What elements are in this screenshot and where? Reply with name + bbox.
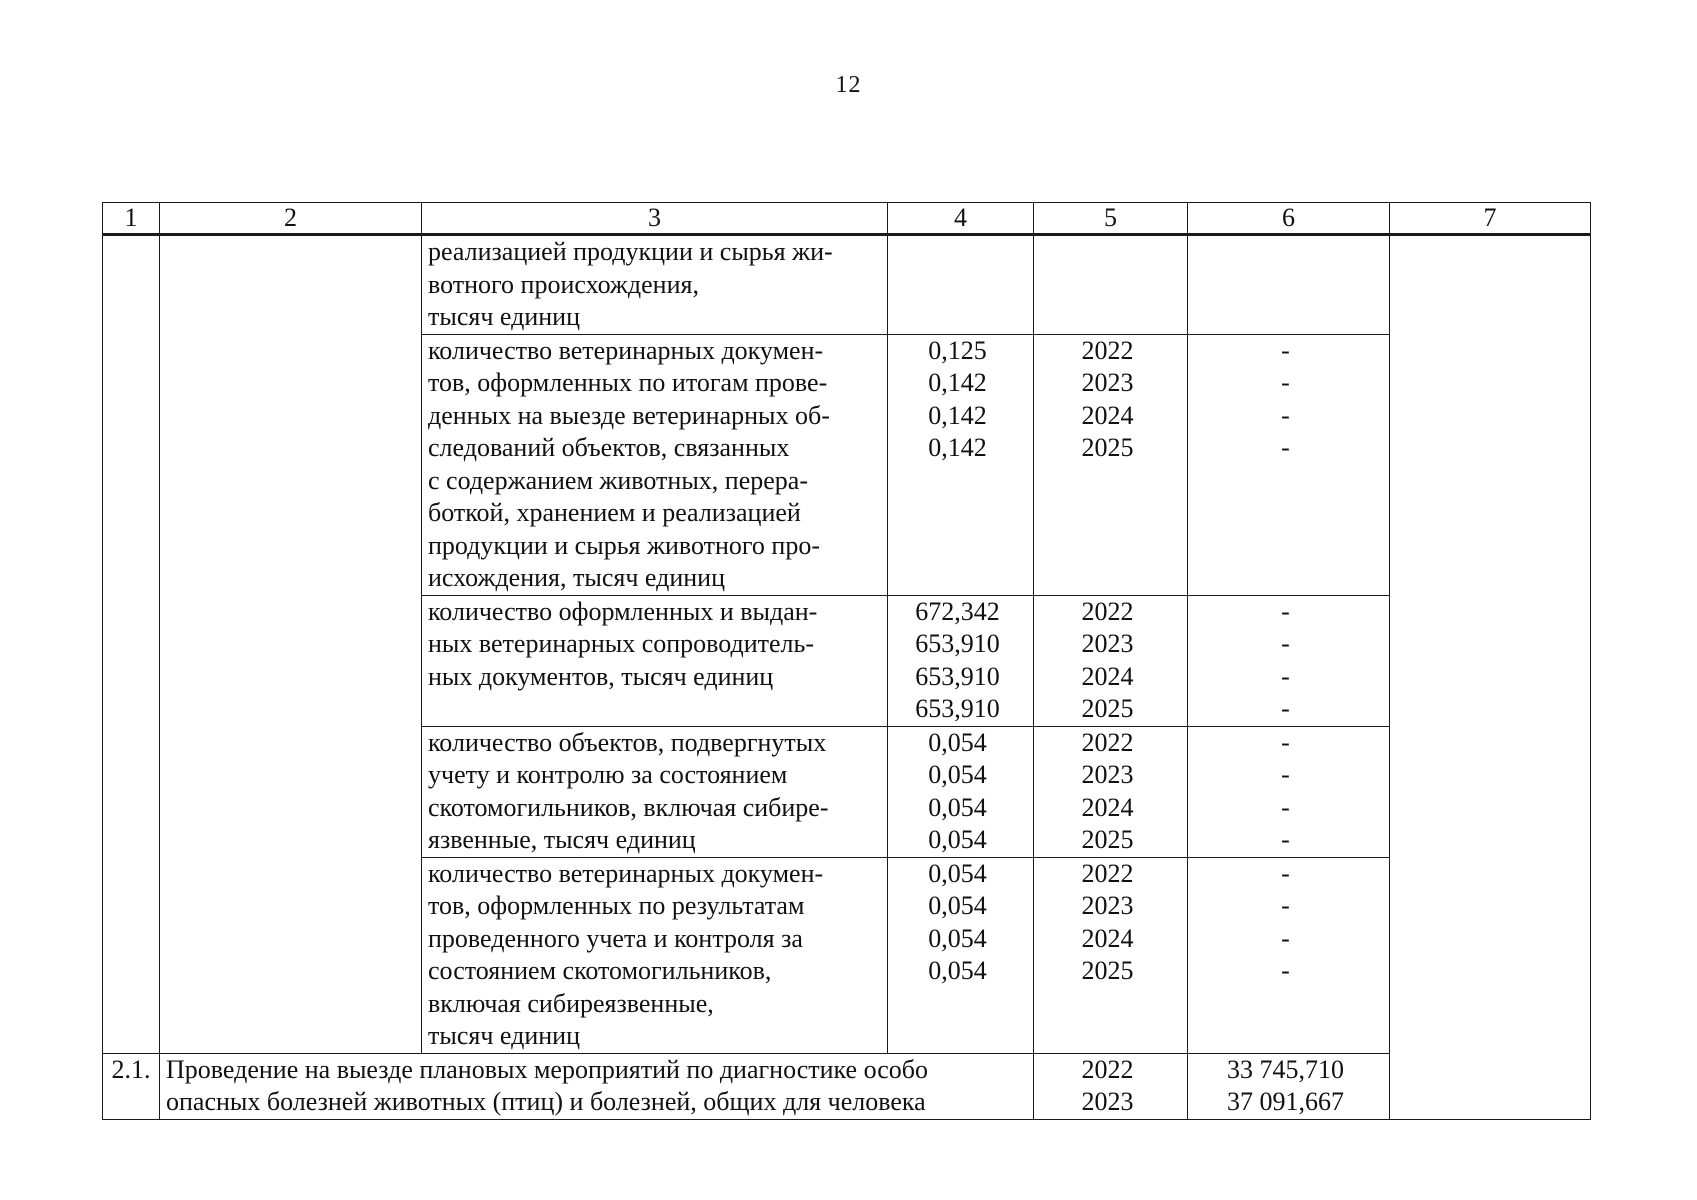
- year-value: 2025: [1081, 694, 1134, 723]
- activity-line: опасных болезней животных (птиц) и болезней, общих для человека: [166, 1087, 926, 1116]
- header-cell: 6: [1188, 203, 1390, 235]
- year-value: 2022: [1081, 596, 1134, 626]
- indicator-value: 0,125: [928, 335, 987, 365]
- header-cell: 7: [1390, 203, 1591, 235]
- amount-value: -: [1281, 727, 1290, 757]
- amount-value: -: [1281, 956, 1290, 985]
- indicator-value: 653,910: [915, 661, 1000, 691]
- header-cell: 2: [160, 203, 422, 235]
- amounts-cell: [1188, 857, 1390, 1053]
- table-row: [103, 235, 1591, 335]
- indicator-value: 0,054: [928, 956, 987, 985]
- indicator-line: количество оформленных и выдан-: [428, 596, 818, 626]
- indicator-value: 653,910: [915, 694, 1000, 723]
- years-cell: [1034, 595, 1188, 726]
- indicator-values: [888, 334, 1034, 595]
- indicator-line: реализацией продукции и сырья жи-: [428, 237, 833, 266]
- indicator-line: тысяч единиц: [428, 302, 580, 331]
- data-table: [102, 202, 1591, 1120]
- indicator-line: ных документов, тысяч единиц: [428, 661, 774, 691]
- indicator-value: 672,342: [915, 596, 1000, 626]
- indicator-line: язвенные, тысяч единиц: [428, 825, 696, 854]
- indicator-line: [428, 693, 883, 726]
- indicator-line: исхождения, тысяч единиц: [428, 563, 725, 592]
- indicator-line: количество ветеринарных докумен-: [428, 335, 824, 365]
- amount-value: 33 745,710: [1227, 1054, 1344, 1084]
- amounts-cell: [1188, 235, 1390, 335]
- amount-value: 37 091,667: [1227, 1087, 1344, 1116]
- table-row-2-1: [103, 1053, 1591, 1119]
- indicator-value: 0,054: [928, 760, 987, 789]
- col2-cell: [160, 235, 422, 1054]
- indicator-line: количество объектов, подвергнутых: [428, 727, 827, 757]
- indicator-line: скотомогильников, включая сибире-: [428, 792, 829, 822]
- indicator-line: учету и контролю за состоянием: [428, 760, 788, 789]
- header-cell: 5: [1034, 203, 1188, 235]
- indicator-line: следований объектов, связанных: [428, 433, 790, 462]
- amount-value: -: [1281, 368, 1290, 397]
- amounts-cell: [1188, 1053, 1390, 1119]
- header-cell: 1: [103, 203, 160, 235]
- indicator-values: [888, 726, 1034, 857]
- amounts-cell: [1188, 726, 1390, 857]
- year-value: 2022: [1081, 858, 1134, 888]
- amount-value: -: [1281, 596, 1290, 626]
- indicator-value: 0,142: [928, 433, 987, 462]
- year-value: 2025: [1081, 433, 1134, 462]
- indicator-text: [422, 334, 888, 595]
- amount-value: -: [1281, 694, 1290, 723]
- indicator-text: [422, 235, 888, 335]
- header-cell: 3: [422, 203, 888, 235]
- page-number: 12: [835, 72, 862, 98]
- amount-value: -: [1281, 661, 1290, 691]
- year-value: 2023: [1081, 629, 1134, 658]
- indicator-values: [888, 235, 1034, 335]
- indicator-values: [888, 857, 1034, 1053]
- indicator-line: состоянием скотомогильников,: [428, 956, 772, 985]
- year-value: 2025: [1081, 825, 1134, 854]
- amount-value: -: [1281, 400, 1290, 430]
- amount-value: -: [1281, 335, 1290, 365]
- year-value: 2024: [1081, 923, 1134, 953]
- indicator-line: количество ветеринарных докумен-: [428, 858, 824, 888]
- indicator-line: денных на выезде ветеринарных об-: [428, 400, 830, 430]
- years-cell: [1034, 726, 1188, 857]
- indicator-line: боткой, хранением и реализацией: [428, 498, 801, 527]
- col1-cell: [103, 235, 160, 1054]
- activity-text: [160, 1053, 1034, 1119]
- indicator-line: тов, оформленных по итогам прове-: [428, 368, 828, 397]
- year-value: 2023: [1081, 368, 1134, 397]
- year-value: 2022: [1081, 1054, 1134, 1084]
- activity-line: Проведение на выезде плановых мероприятий по диагностике особо: [166, 1054, 928, 1084]
- amounts-cell: [1188, 334, 1390, 595]
- amount-value: -: [1281, 629, 1290, 658]
- amount-value: -: [1281, 433, 1290, 462]
- amount-value: -: [1281, 858, 1290, 888]
- indicator-text: [422, 857, 888, 1053]
- year-value: 2022: [1081, 335, 1134, 365]
- indicator-line: с содержанием животных, перера-: [428, 465, 808, 495]
- indicator-value: 0,142: [928, 368, 987, 397]
- indicator-line: включая сибиреязвенные,: [428, 988, 714, 1018]
- amounts-cell: [1188, 595, 1390, 726]
- indicator-line: ных ветеринарных сопроводитель-: [428, 629, 815, 658]
- indicator-values: [888, 595, 1034, 726]
- row-id: 2.1.: [103, 1053, 160, 1119]
- year-value: 2024: [1081, 792, 1134, 822]
- col7-cell: [1390, 235, 1591, 1120]
- indicator-value: 0,142: [928, 400, 987, 430]
- years-cell: [1034, 235, 1188, 335]
- header-cell: 4: [888, 203, 1034, 235]
- years-cell: [1034, 334, 1188, 595]
- amount-value: -: [1281, 923, 1290, 953]
- year-value: 2024: [1081, 400, 1134, 430]
- amount-value: -: [1281, 891, 1290, 920]
- indicator-value: 0,054: [928, 923, 987, 953]
- indicator-line: продукции и сырья животного про-: [428, 530, 821, 560]
- indicator-line: тысяч единиц: [428, 1021, 580, 1050]
- year-value: 2023: [1081, 891, 1134, 920]
- indicator-value: 653,910: [915, 629, 1000, 658]
- amount-value: -: [1281, 760, 1290, 789]
- year-value: 2024: [1081, 661, 1134, 691]
- amount-value: -: [1281, 825, 1290, 854]
- indicator-text: [422, 726, 888, 857]
- year-value: 2023: [1081, 760, 1134, 789]
- indicator-value: 0,054: [928, 891, 987, 920]
- indicator-line: вотного происхождения,: [428, 269, 699, 299]
- indicator-text: [422, 595, 888, 726]
- year-value: 2023: [1081, 1087, 1134, 1116]
- amount-value: -: [1281, 792, 1290, 822]
- indicator-value: 0,054: [928, 727, 987, 757]
- year-value: 2022: [1081, 727, 1134, 757]
- indicator-value: 0,054: [928, 792, 987, 822]
- header-row: [103, 203, 1591, 235]
- indicator-value: 0,054: [928, 825, 987, 854]
- years-cell: [1034, 857, 1188, 1053]
- indicator-line: проведенного учета и контроля за: [428, 923, 803, 953]
- indicator-value: 0,054: [928, 858, 987, 888]
- year-value: 2025: [1081, 956, 1134, 985]
- years-cell: [1034, 1053, 1188, 1119]
- indicator-line: тов, оформленных по результатам: [428, 891, 805, 920]
